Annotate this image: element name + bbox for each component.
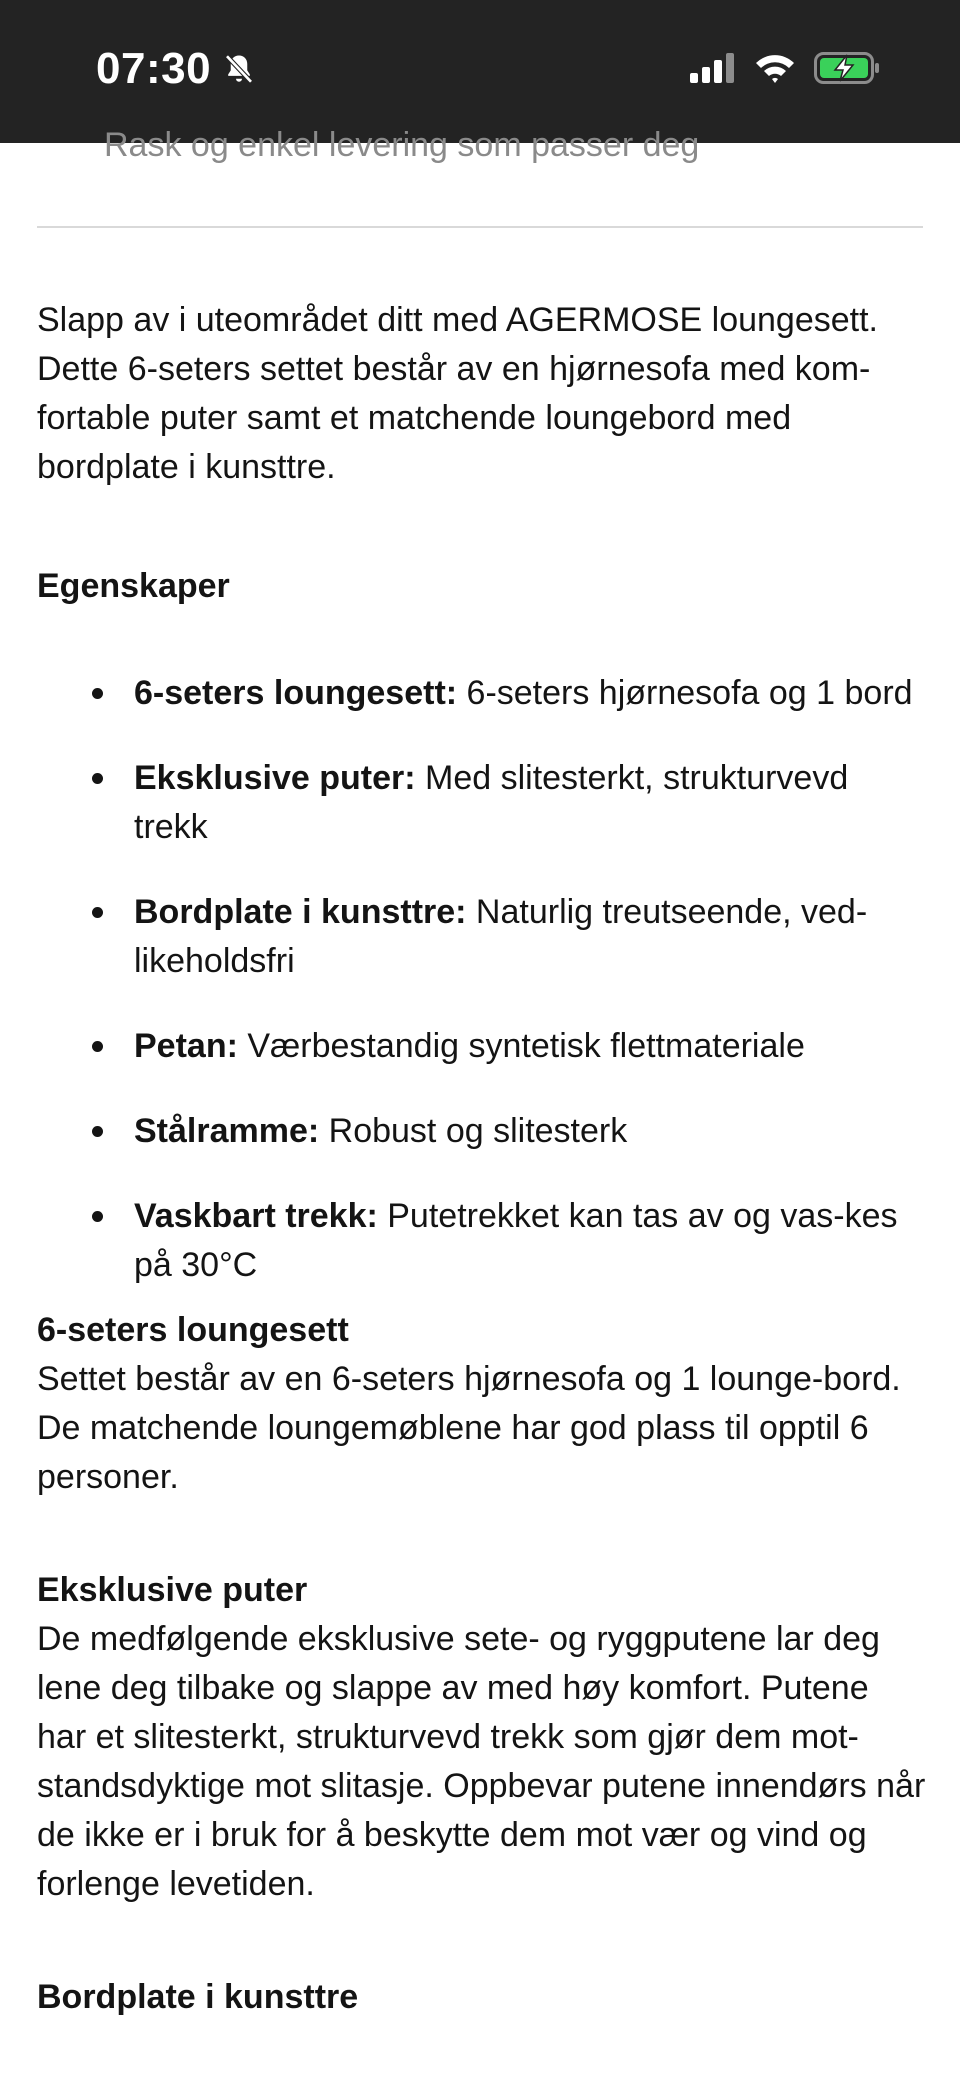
feature-title: Vaskbart trekk: [134,1197,378,1235]
cellular-signal-icon [690,53,736,83]
section-title: 6-seters loungesett [37,1311,349,1349]
feature-text: Robust og slitesterk [319,1112,628,1150]
section-puter [37,1566,927,1909]
feature-title: 6-seters loungesett: [134,674,458,712]
status-icons [690,52,880,84]
feature-title: Stålramme: [134,1112,320,1150]
list-item [134,1192,927,1290]
section-text: De medfølgende eksklusive sete- og ryggputene lar deg lene deg tilbake og slappe av med høy komfort. Putene har et slitesterkt, strukturvevd trekk som gjør dem mot-standsdyktige mot slitasje. Oppbevar putene innendørs når de ikke er i bruk for å beskytte dem mot vær og vind og forlenge levetiden. [37,1620,926,1903]
list-item [134,669,927,718]
list-item [134,1022,927,1071]
delivery-text: Rask og enkel levering som passer deg [104,126,700,164]
section-loungesett [37,1306,927,1502]
battery-charging-icon [814,52,880,84]
next-section-title: Bordplate i kunsttre [37,1978,359,2016]
feature-text: Værbestandig syntetisk flettmateriale [237,1027,805,1065]
list-item [134,1107,927,1156]
list-item [134,888,927,986]
feature-title: Bordplate i kunsttre: [134,893,467,931]
feature-text: 6-seters hjørnesofa og 1 bord [457,674,913,712]
bell-slash-icon [221,51,257,87]
features-list [37,669,927,1290]
feature-text: Med slitesterkt, strukturvevd trekk [134,759,849,846]
feature-text: Putetrekket kan tas av og vas-kes på 30°C [134,1197,898,1284]
status-time [96,44,257,94]
product-description [37,296,927,2022]
section-title: Eksklusive puter [37,1571,308,1609]
divider [37,226,923,228]
wifi-icon [754,52,796,84]
clock-text: 07:30 [96,44,212,93]
features-heading: Egenskaper [37,567,230,605]
feature-text: Naturlig treutseende, ved-likeholdsfri [134,893,868,980]
section-text: Settet består av en 6-seters hjørnesofa og 1 lounge-bord. De matchende loungemøblene har god plass til opptil 6 personer. [37,1360,901,1496]
feature-title: Petan: [134,1027,238,1065]
status-bar [0,0,960,143]
feature-title: Eksklusive puter: [134,759,416,797]
intro-paragraph: Slapp av i uteområdet ditt med AGERMOSE loungesett. Dette 6-seters settet består av en hjørnesofa med kom-fortable puter samt et matchende loungebord med bordplate i kunsttre. [37,301,878,486]
list-item [134,754,927,852]
